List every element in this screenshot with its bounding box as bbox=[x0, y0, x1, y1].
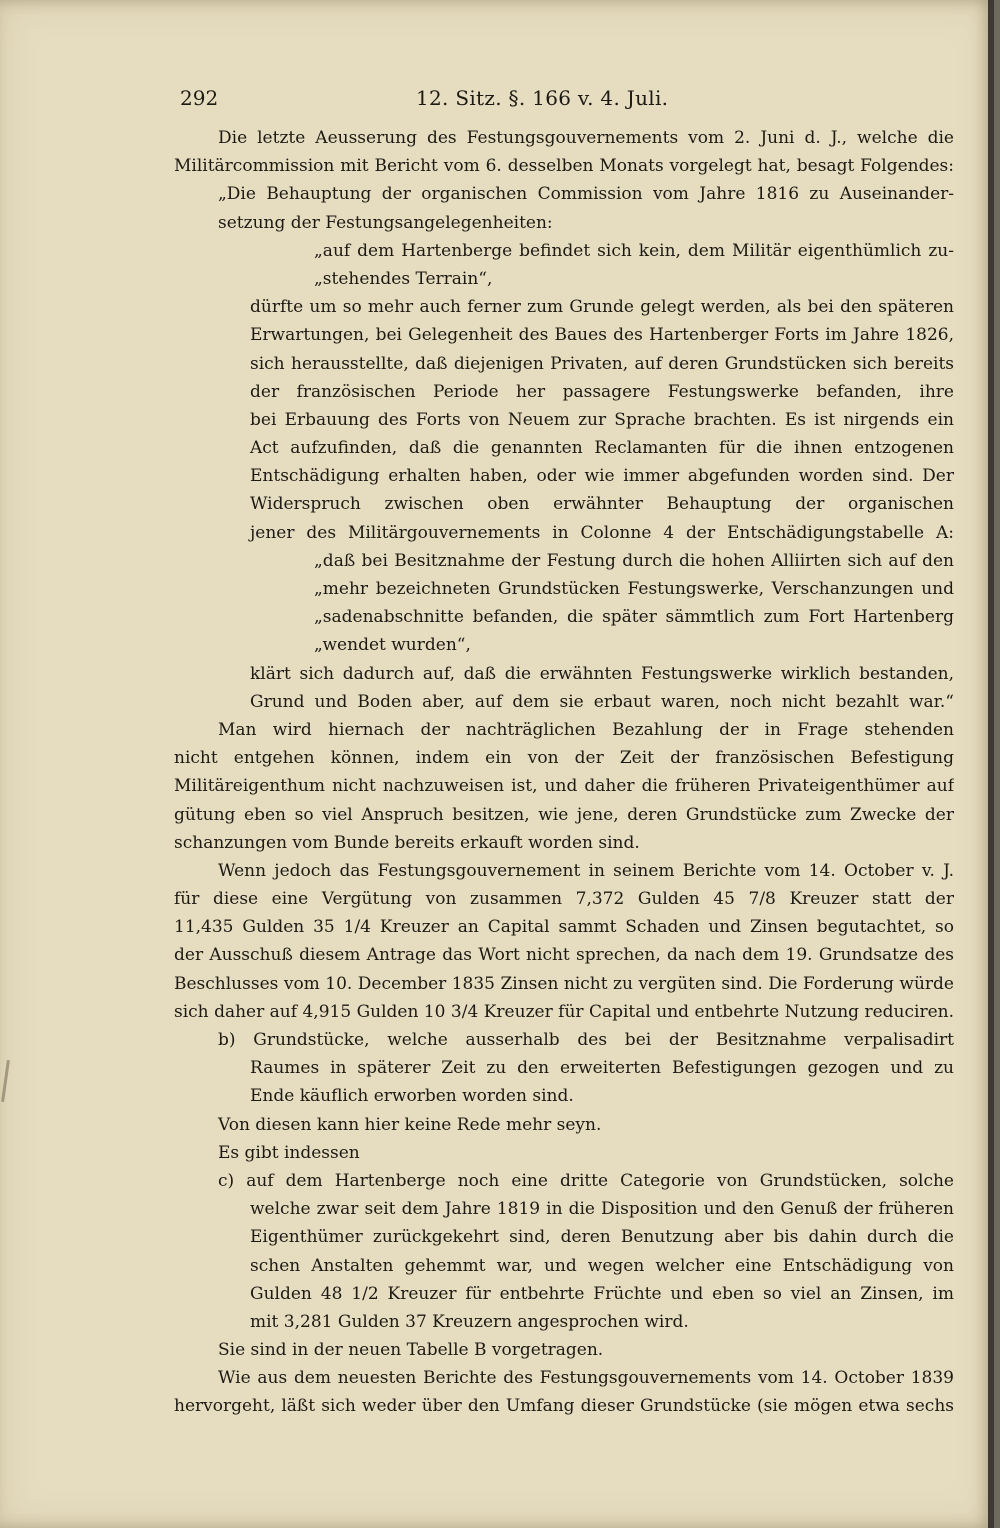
text-line: der Ausschuß diesem Antrage das Wort nicht sprechen, da nach dem 19. Grundsatze des bbox=[174, 945, 954, 966]
text-line: Ende käuflich erworben worden sind. bbox=[250, 1086, 574, 1107]
text-line: 11,435 Gulden 35 1/4 Kreuzer an Capital sammt Schaden und Zinsen begutachtet, so bbox=[174, 917, 954, 938]
text-line: „wendet wurden“, bbox=[314, 635, 471, 656]
page-edge bbox=[988, 0, 994, 1528]
text-line: Gulden 48 1/2 Kreuzer für entbehrte Früchte und eben so viel an Zinsen, im bbox=[250, 1283, 954, 1304]
text-line: nicht entgehen können, indem ein von der Zeit der französischen Befestigung bbox=[174, 748, 954, 769]
text-line: der französischen Periode her passagere Festungswerke befanden, ihre bbox=[250, 381, 954, 402]
text-line: b) Grundstücke, welche ausserhalb des bei der Besitznahme verpalisadirt bbox=[218, 1030, 954, 1050]
text-line: Militäreigenthum nicht nachzuweisen ist, und daher die früheren Privateigenthümer auf bbox=[174, 776, 954, 797]
running-head: 12. Sitz. §. 166 v. 4. Juli. bbox=[416, 86, 669, 110]
text-line: Entschädigung erhalten haben, oder wie immer abgefunden worden sind. Der bbox=[250, 466, 954, 487]
text-line: Wie aus dem neuesten Berichte des Festungsgouvernements vom 14. October 1839 bbox=[218, 1368, 954, 1389]
text-line: Sie sind in der neuen Tabelle B vorgetragen. bbox=[218, 1340, 604, 1361]
text-line: Act aufzufinden, daß die genannten Reclamanten für die ihnen entzogenen bbox=[250, 438, 954, 459]
text-line: Es gibt indessen bbox=[218, 1142, 360, 1163]
text-line: „auf dem Hartenberge befindet sich kein, dem Militär eigenthümlich zu- bbox=[314, 240, 954, 261]
text-line: Beschlusses vom 10. December 1835 Zinsen nicht zu vergüten sind. Die Forderung würde bbox=[174, 973, 954, 994]
text-line: jener des Militärgouvernements in Colonne 4 der Entschädigungstabelle A: bbox=[250, 522, 954, 543]
body-text bbox=[174, 124, 954, 1421]
text-line: „Die Behauptung der organischen Commission vom Jahre 1816 zu Auseinander- bbox=[218, 184, 954, 205]
text-line: „stehendes Terrain“, bbox=[314, 268, 493, 289]
text-line: setzung der Festungsangelegenheiten: bbox=[218, 212, 553, 233]
text-line: Widerspruch zwischen oben erwähnter Behauptung der organischen bbox=[250, 494, 954, 515]
text-line: Eigenthümer zurückgekehrt sind, deren Benutzung aber bis dahin durch die bbox=[250, 1227, 954, 1248]
margin-mark bbox=[1, 1060, 10, 1102]
text-line: klärt sich dadurch auf, daß die erwähnten Festungswerke wirklich bestanden, bbox=[250, 663, 954, 684]
text-line: schanzungen vom Bunde bereits erkauft worden sind. bbox=[174, 832, 640, 853]
text-line: schen Anstalten gehemmt war, und wegen welcher eine Entschädigung von bbox=[250, 1255, 954, 1276]
text-line: „mehr bezeichneten Grundstücken Festungswerke, Verschanzungen und bbox=[314, 579, 954, 599]
page-header bbox=[180, 86, 680, 112]
text-line: welche zwar seit dem Jahre 1819 in die Disposition und den Genuß der früheren bbox=[250, 1199, 954, 1220]
text-line: mit 3,281 Gulden 37 Kreuzern angesprochen wird. bbox=[250, 1311, 689, 1332]
text-line: c) auf dem Hartenberge noch eine dritte Categorie von Grundstücken, solche bbox=[218, 1170, 954, 1191]
text-line: bei Erbauung des Forts von Neuem zur Sprache brachten. Es ist nirgends ein bbox=[250, 409, 954, 430]
text-line: gütung eben so viel Anspruch besitzen, wie jene, deren Grundstücke zum Zwecke der bbox=[174, 804, 954, 825]
text-line: „daß bei Besitznahme der Festung durch die hohen Alliirten sich auf den bbox=[314, 550, 954, 571]
text-line: Von diesen kann hier keine Rede mehr seyn. bbox=[218, 1114, 602, 1135]
text-line: für diese eine Vergütung von zusammen 7,372 Gulden 45 7/8 Kreuzer statt der bbox=[174, 889, 954, 910]
text-line: dürfte um so mehr auch ferner zum Grunde gelegt werden, als bei den späteren bbox=[250, 297, 954, 318]
page-number: 292 bbox=[180, 86, 219, 110]
text-line: Erwartungen, bei Gelegenheit des Baues des Hartenberger Forts im Jahre 1826, bbox=[250, 325, 954, 346]
text-line: Man wird hiernach der nachträglichen Bezahlung der in Frage stehenden bbox=[218, 719, 954, 740]
text-line: Militärcommission mit Bericht vom 6. desselben Monats vorgelegt hat, besagt Folgendes: bbox=[174, 156, 954, 177]
text-line: sich daher auf 4,915 Gulden 10 3/4 Kreuzer für Capital und entbehrte Nutzung reduciren. bbox=[174, 1001, 954, 1022]
text-line: „sadenabschnitte befanden, die später sämmtlich zum Fort Hartenberg bbox=[314, 607, 954, 628]
text-line: Raumes in späterer Zeit zu den erweiterten Befestigungen gezogen und zu bbox=[250, 1058, 954, 1079]
text-line: Grund und Boden aber, auf dem sie erbaut waren, noch nicht bezahlt war.“ bbox=[250, 691, 954, 712]
text-line: sich herausstellte, daß diejenigen Privaten, auf deren Grundstücken sich bereits bbox=[250, 353, 954, 374]
text-line: Die letzte Aeusserung des Festungsgouvernements vom 2. Juni d. J., welche die bbox=[218, 128, 954, 148]
text-line: hervorgeht, läßt sich weder über den Umfang dieser Grundstücke (sie mögen etwa sechs bbox=[174, 1396, 954, 1417]
text-line: Wenn jedoch das Festungsgouvernement in seinem Berichte vom 14. October v. J. bbox=[218, 860, 954, 881]
